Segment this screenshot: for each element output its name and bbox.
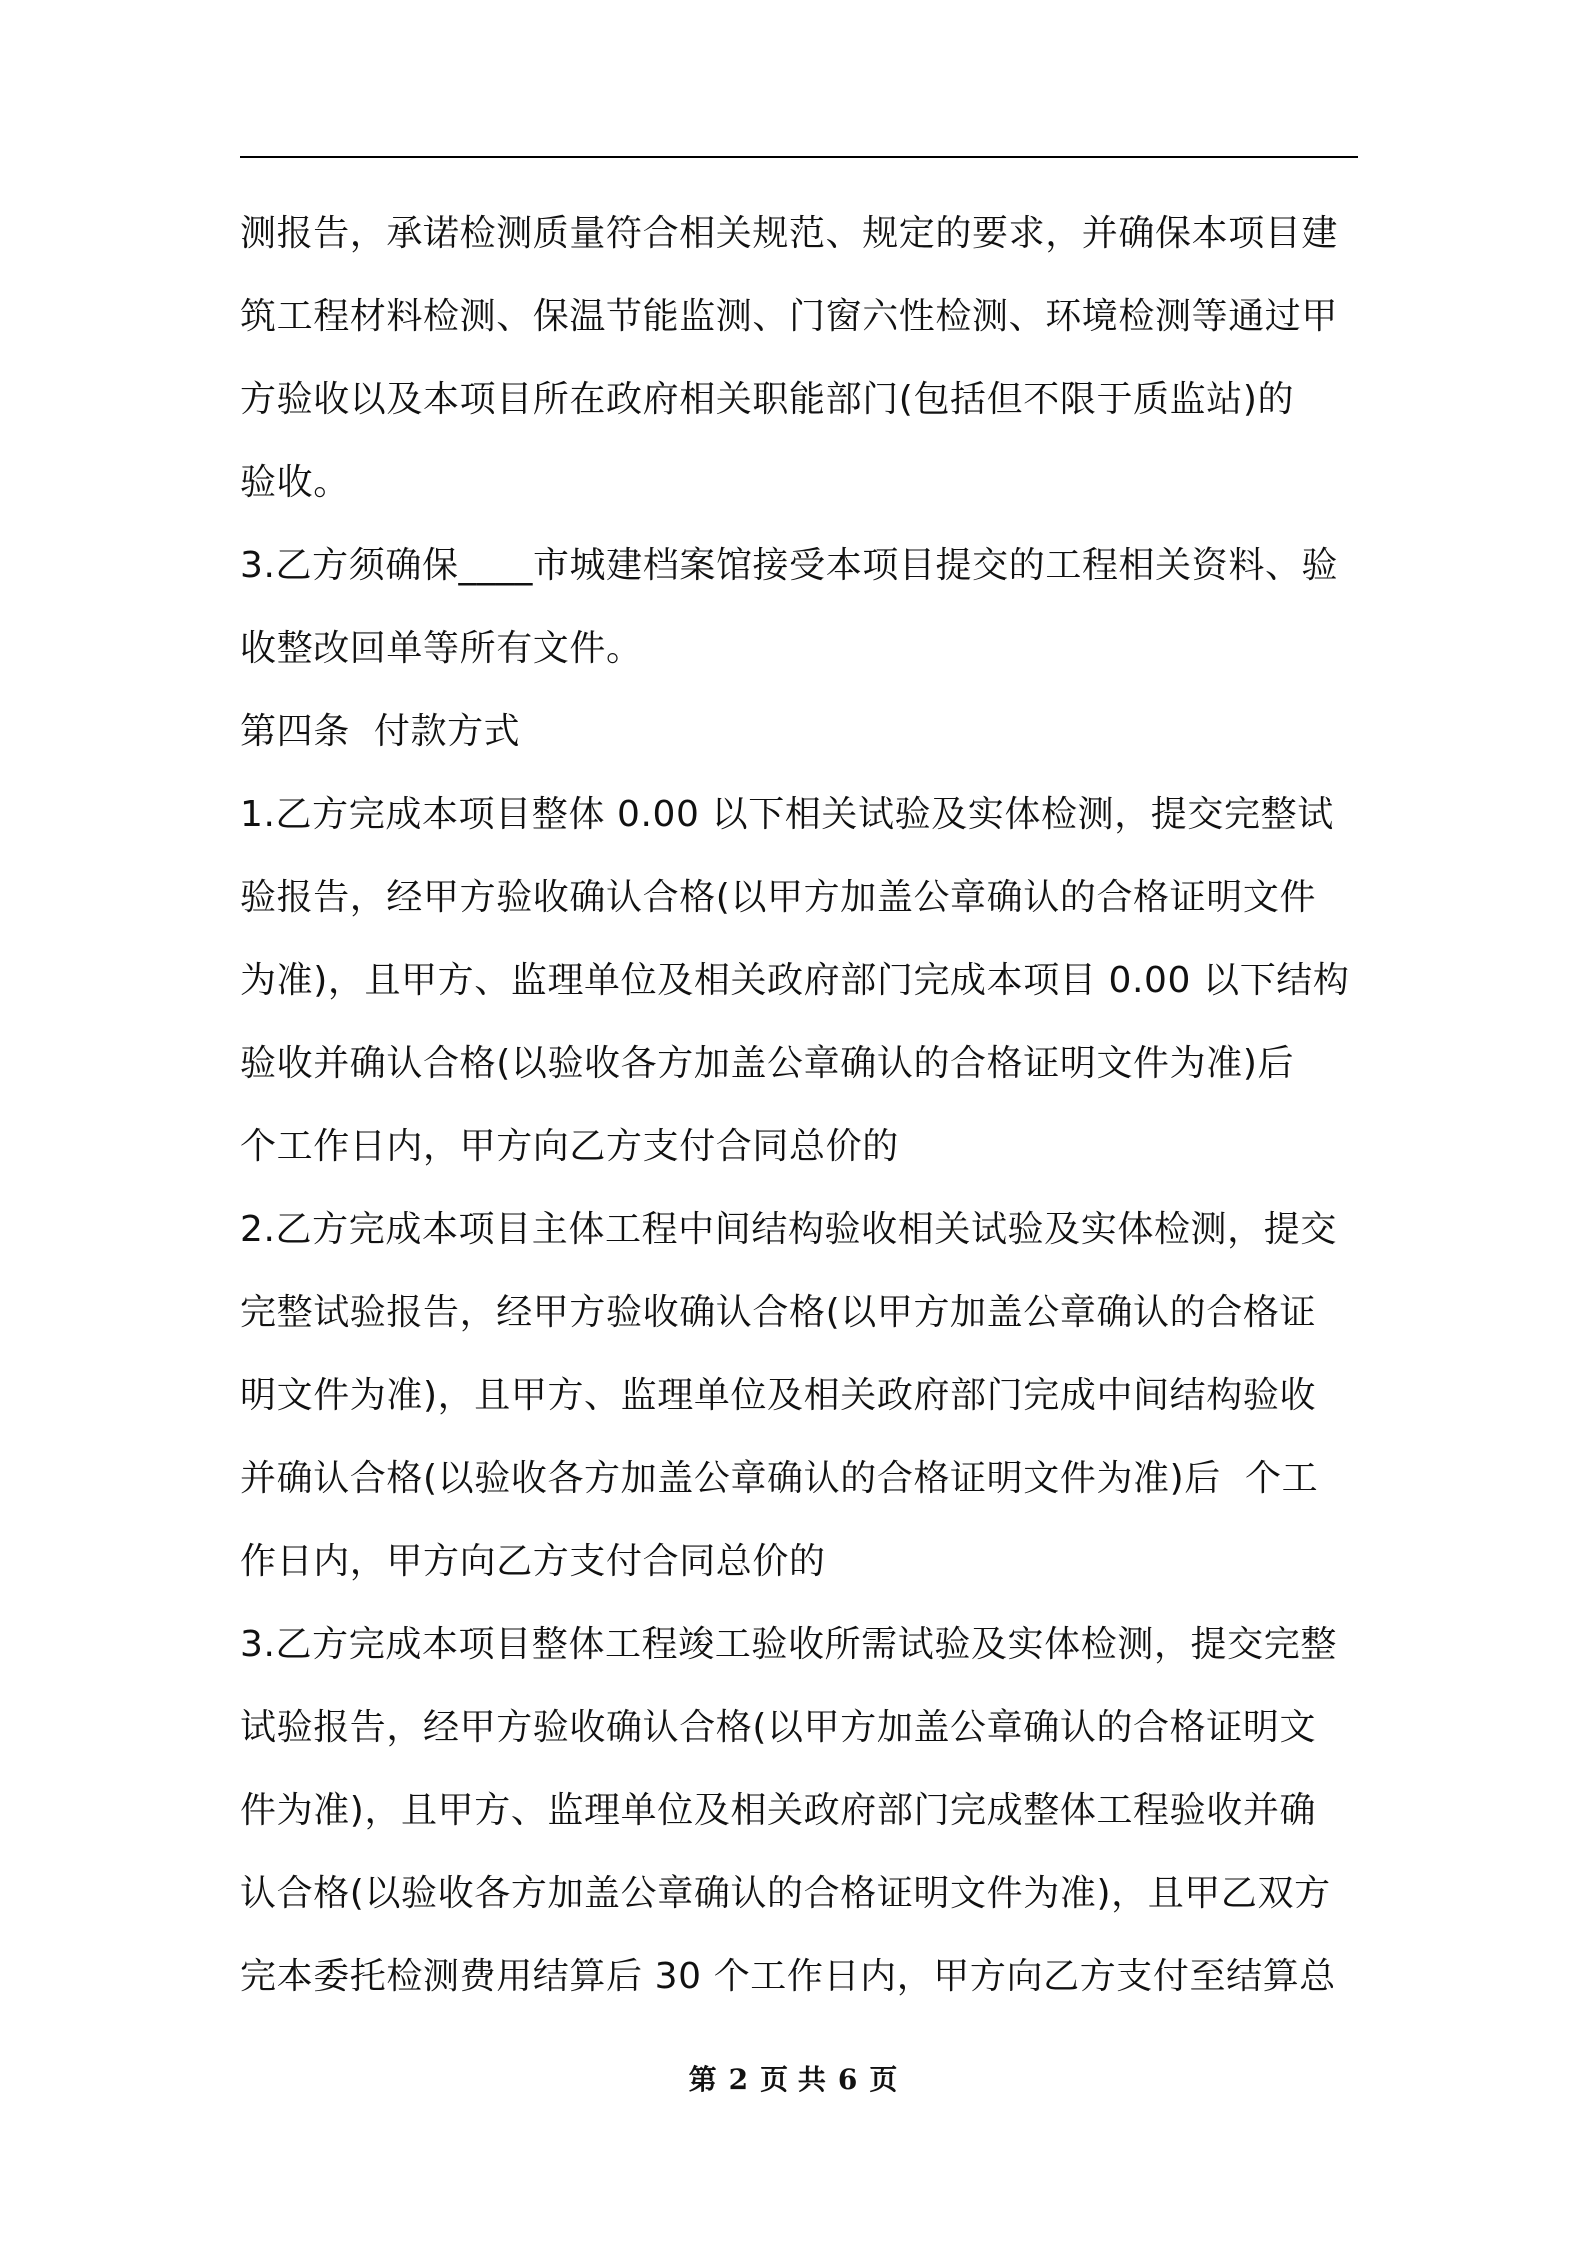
total-pages-number: 6 xyxy=(837,2063,858,2096)
text-line-4: 验收。 xyxy=(240,462,350,503)
text-line-8: 1.乙方完成本项目整体 0.00 以下相关试验及实体检测，提交完整试 xyxy=(240,794,1334,835)
text-line-22: 完本委托检测费用结算后 30 个工作日内，甲方向乙方支付至结算总 xyxy=(240,1956,1336,1997)
text-line-17: 作日内，甲方向乙方支付合同总价的 xyxy=(240,1541,826,1582)
text-line-14: 完整试验报告，经甲方验收确认合格(以甲方加盖公章确认的合格证 xyxy=(240,1292,1317,1333)
text-line-13: 2.乙方完成本项目主体工程中间结构验收相关试验及实体检测，提交 xyxy=(240,1209,1337,1250)
text-line-18: 3.乙方完成本项目整体工程竣工验收所需试验及实体检测，提交完整 xyxy=(240,1624,1337,1665)
page-label-suffix: 页 xyxy=(869,2063,898,2096)
text-line-11: 验收并确认合格(以验收各方加盖公章确认的合格证明文件为准)后 xyxy=(240,1043,1295,1084)
text-line-1: 测报告，承诺检测质量符合相关规范、规定的要求，并确保本项目建 xyxy=(240,213,1339,254)
text-line-20: 件为准)，且甲方、监理单位及相关政府部门完成整体工程验收并确 xyxy=(240,1790,1317,1831)
text-line-10: 为准)，且甲方、监理单位及相关政府部门完成本项目 0.00 以下结构 xyxy=(240,960,1350,1001)
document-body xyxy=(240,192,1360,2018)
text-line-15: 明文件为准)，且甲方、监理单位及相关政府部门完成中间结构验收 xyxy=(240,1375,1317,1416)
page-label-mid: 页 共 xyxy=(760,2063,826,2096)
text-line-6: 收整改回单等所有文件。 xyxy=(240,628,643,669)
header-rule xyxy=(240,156,1358,158)
text-line-12: 个工作日内，甲方向乙方支付合同总价的 xyxy=(240,1126,899,1167)
text-line-5: 3.乙方须确保____市城建档案馆接受本项目提交的工程相关资料、验 xyxy=(240,545,1339,586)
text-line-21: 认合格(以验收各方加盖公章确认的合格证明文件为准)，且甲乙双方 xyxy=(240,1873,1331,1914)
current-page-number: 2 xyxy=(728,2063,749,2096)
page-label-prefix: 第 xyxy=(688,2063,717,2096)
text-line-2: 筑工程材料检测、保温节能监测、门窗六性检测、环境检测等通过甲 xyxy=(240,296,1339,337)
section-heading: 第四条 付款方式 xyxy=(240,711,521,752)
text-line-19: 试验报告，经甲方验收确认合格(以甲方加盖公章确认的合格证明文 xyxy=(240,1707,1317,1748)
text-line-3: 方验收以及本项目所在政府相关职能部门(包括但不限于质监站)的 xyxy=(240,379,1295,420)
page-number-footer xyxy=(0,2063,1586,2097)
text-line-9: 验报告，经甲方验收确认合格(以甲方加盖公章确认的合格证明文件 xyxy=(240,877,1317,918)
text-line-16: 并确认合格(以验收各方加盖公章确认的合格证明文件为准)后 个工 xyxy=(240,1458,1319,1499)
